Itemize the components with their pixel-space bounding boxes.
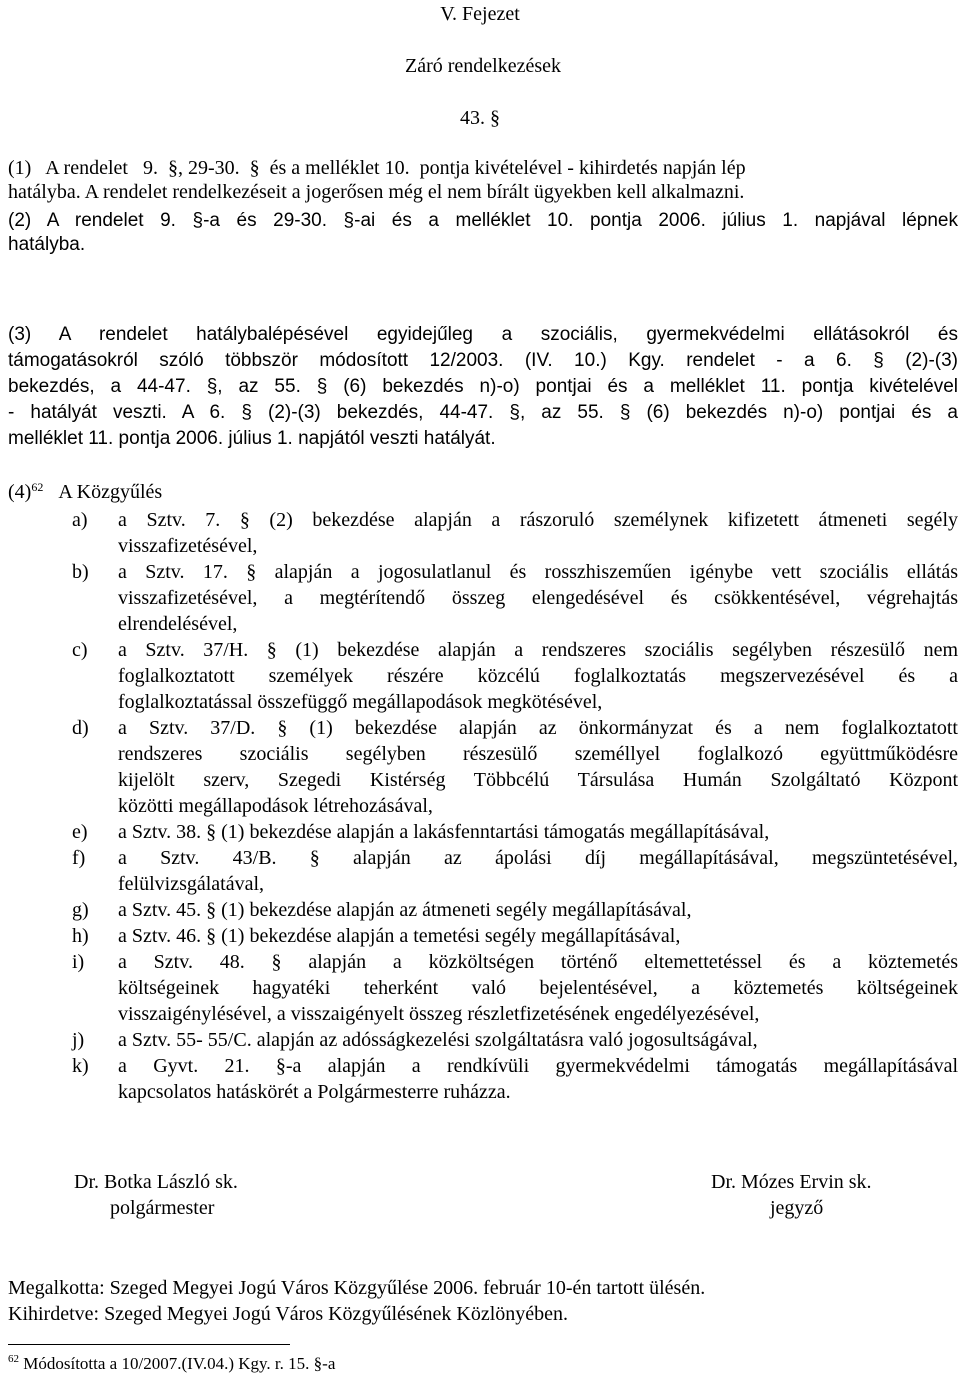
list-item-line: kapcsolatos hatáskörét a Polgármesterre ruházza. [118, 1081, 511, 1103]
paragraph-4-intro: A Közgyűlés [58, 481, 163, 503]
list-item-label: c) [72, 639, 88, 661]
paragraph-1 [8, 156, 950, 204]
list-item-label: h) [72, 925, 89, 947]
list-item-label: i) [72, 951, 85, 973]
footnote-separator [8, 1344, 290, 1345]
list-item-line: visszafizetésével, [118, 535, 258, 557]
list-item-line: felülvizsgálatával, [118, 873, 265, 895]
footnote [8, 1352, 335, 1376]
list-item-line: a Gyvt. 21. §-a alapján a rendkívüli gyermekvédelmi támogatás megállapításával [118, 1055, 958, 1077]
list-item-line: rendszeres szociális segélyben részesülő személlyel foglalkozó együttműködésre [118, 743, 958, 765]
paragraph-1-line: hatályba. A rendelet rendelkezéseit a jogerősen még el nem bírált ügyekben kell alkalmazni. [8, 181, 745, 203]
list-item-line: közötti megállapodások létrehozásával, [118, 795, 433, 817]
footnote-number: 62 [8, 1353, 19, 1365]
list-item-label: j) [72, 1029, 85, 1051]
list-item-line: a Sztv. 43/B. § alapján az ápolási díj megállapításával, megszüntetésével, [118, 847, 958, 869]
list-item-line: elrendelésével, [118, 613, 238, 635]
paragraph-1-line: (1) A rendelet 9. §, 29-30. § és a melléklet 10. pontja kivételével - kihirdetés napján lép [8, 157, 746, 179]
notary-title: jegyző [770, 1197, 824, 1219]
list-item-label: k) [72, 1055, 89, 1077]
paragraph-3-line: - hatályát veszti. A 6. § (2)-(3) bekezdés, 44-47. §, az 55. § (6) bekezdés n)-o) pontjai és a [8, 402, 958, 423]
adoption-note: Megalkotta: Szeged Megyei Jogú Város Közgyűlése 2006. február 10-én tartott ülésén. [8, 1277, 706, 1299]
footnote-text: Módosította a 10/2007.(IV.04.) Kgy. r. 15. §-a [23, 1354, 336, 1373]
list-item-label: a) [72, 509, 88, 531]
footnote-reference: 62 [31, 480, 44, 494]
list-item-line: a Sztv. 7. § (2) bekezdése alapján a rászoruló személynek kifizetett átmeneti segély [118, 509, 958, 531]
list-item-line: a Sztv. 45. § (1) bekezdése alapján az átmeneti segély megállapításával, [118, 899, 692, 921]
list-item-line: a Sztv. 38. § (1) bekezdése alapján a lakásfenntartási támogatás megállapításával, [118, 821, 770, 843]
list-item-line: a Sztv. 17. § alapján a jogosulatlanul és rosszhiszeműen igénybe vett szociális ellátás [118, 561, 958, 583]
article-number: 43. § [460, 107, 500, 129]
chapter-heading: V. Fejezet [440, 3, 520, 25]
list-item-label: b) [72, 561, 89, 583]
list-item-label: f) [72, 847, 86, 869]
list-item-line: visszafizetésével, a megtérítendő összeg elengedésével és csökkentésével, végrehajtás [118, 587, 958, 609]
list-item-label: g) [72, 899, 89, 921]
list-item-line: a Sztv. 55- 55/C. alapján az adósságkezelési szolgáltatásra való jogosultságával, [118, 1029, 758, 1051]
list-item-line: a Sztv. 37/H. § (1) bekezdése alapján a rendszeres szociális segélyben részesülő nem [118, 639, 958, 661]
mayor-name: Dr. Botka László sk. [74, 1171, 238, 1193]
section-title: Záró rendelkezések [404, 55, 561, 77]
notary-name: Dr. Mózes Ervin sk. [711, 1171, 872, 1193]
paragraph-3 [8, 322, 958, 452]
paragraph-3-line: melléklet 11. pontja 2006. július 1. napjától veszti hatályát. [8, 428, 496, 449]
paragraph-2-line: hatályba. [8, 234, 86, 255]
list-item-label: e) [72, 821, 88, 843]
list-item-line: a Sztv. 46. § (1) bekezdése alapján a temetési segély megállapításával, [118, 925, 681, 947]
list-item-line: foglalkoztatással összefüggő megállapodások megkötésével, [118, 691, 603, 713]
paragraph-3-line: bekezdés, a 44-47. §, az 55. § (6) bekezdés n)-o) pontjai és a melléklet 11. pontja kivételével [8, 376, 958, 397]
paragraph-3-line: támogatásokról szóló többször módosított 12/2003. (IV. 10.) Kgy. rendelet - a 6. § (2)-(3) [8, 350, 958, 371]
paragraph-2-line: (2) A rendelet 9. §-a és 29-30. §-ai és a melléklet 10. pontja 2006. július 1. napjával lépnek [8, 210, 958, 231]
list-item-line: foglalkoztatott személyek részére közcélú foglalkoztatás megszervezésével és a [118, 665, 958, 687]
list-item-line: kijelölt szerv, Szegedi Kistérség Többcélú Társulása Humán Szolgáltató Központ [118, 769, 958, 791]
paragraph-3-line: (3) A rendelet hatálybalépésével egyidejűleg a szociális, gyermekvédelmi ellátásokról és [8, 324, 958, 345]
list-item-line: a Sztv. 37/D. § (1) bekezdése alapján az önkormányzat és a nem foglalkoztatott [118, 717, 958, 739]
list-item-line: a Sztv. 48. § alapján a közköltségen történő eltemettetéssel és a köztemetés [118, 951, 958, 973]
mayor-title: polgármester [110, 1197, 215, 1219]
paragraph-2 [8, 209, 958, 257]
paragraph-4-heading [8, 480, 162, 504]
paragraph-4-number: (4) [8, 481, 32, 503]
publication-note: Kihirdetve: Szeged Megyei Jogú Város Közgyűlésének Közlönyében. [8, 1303, 569, 1325]
list-item-label: d) [72, 717, 89, 739]
list-item-line: költségeinek hagyatéki teherként való bejelentésével, a köztemetés költségeinek [118, 977, 958, 999]
list-item-line: visszaigénylésével, a visszaigényelt összeg részletfizetésének engedélyezésével, [118, 1003, 760, 1025]
